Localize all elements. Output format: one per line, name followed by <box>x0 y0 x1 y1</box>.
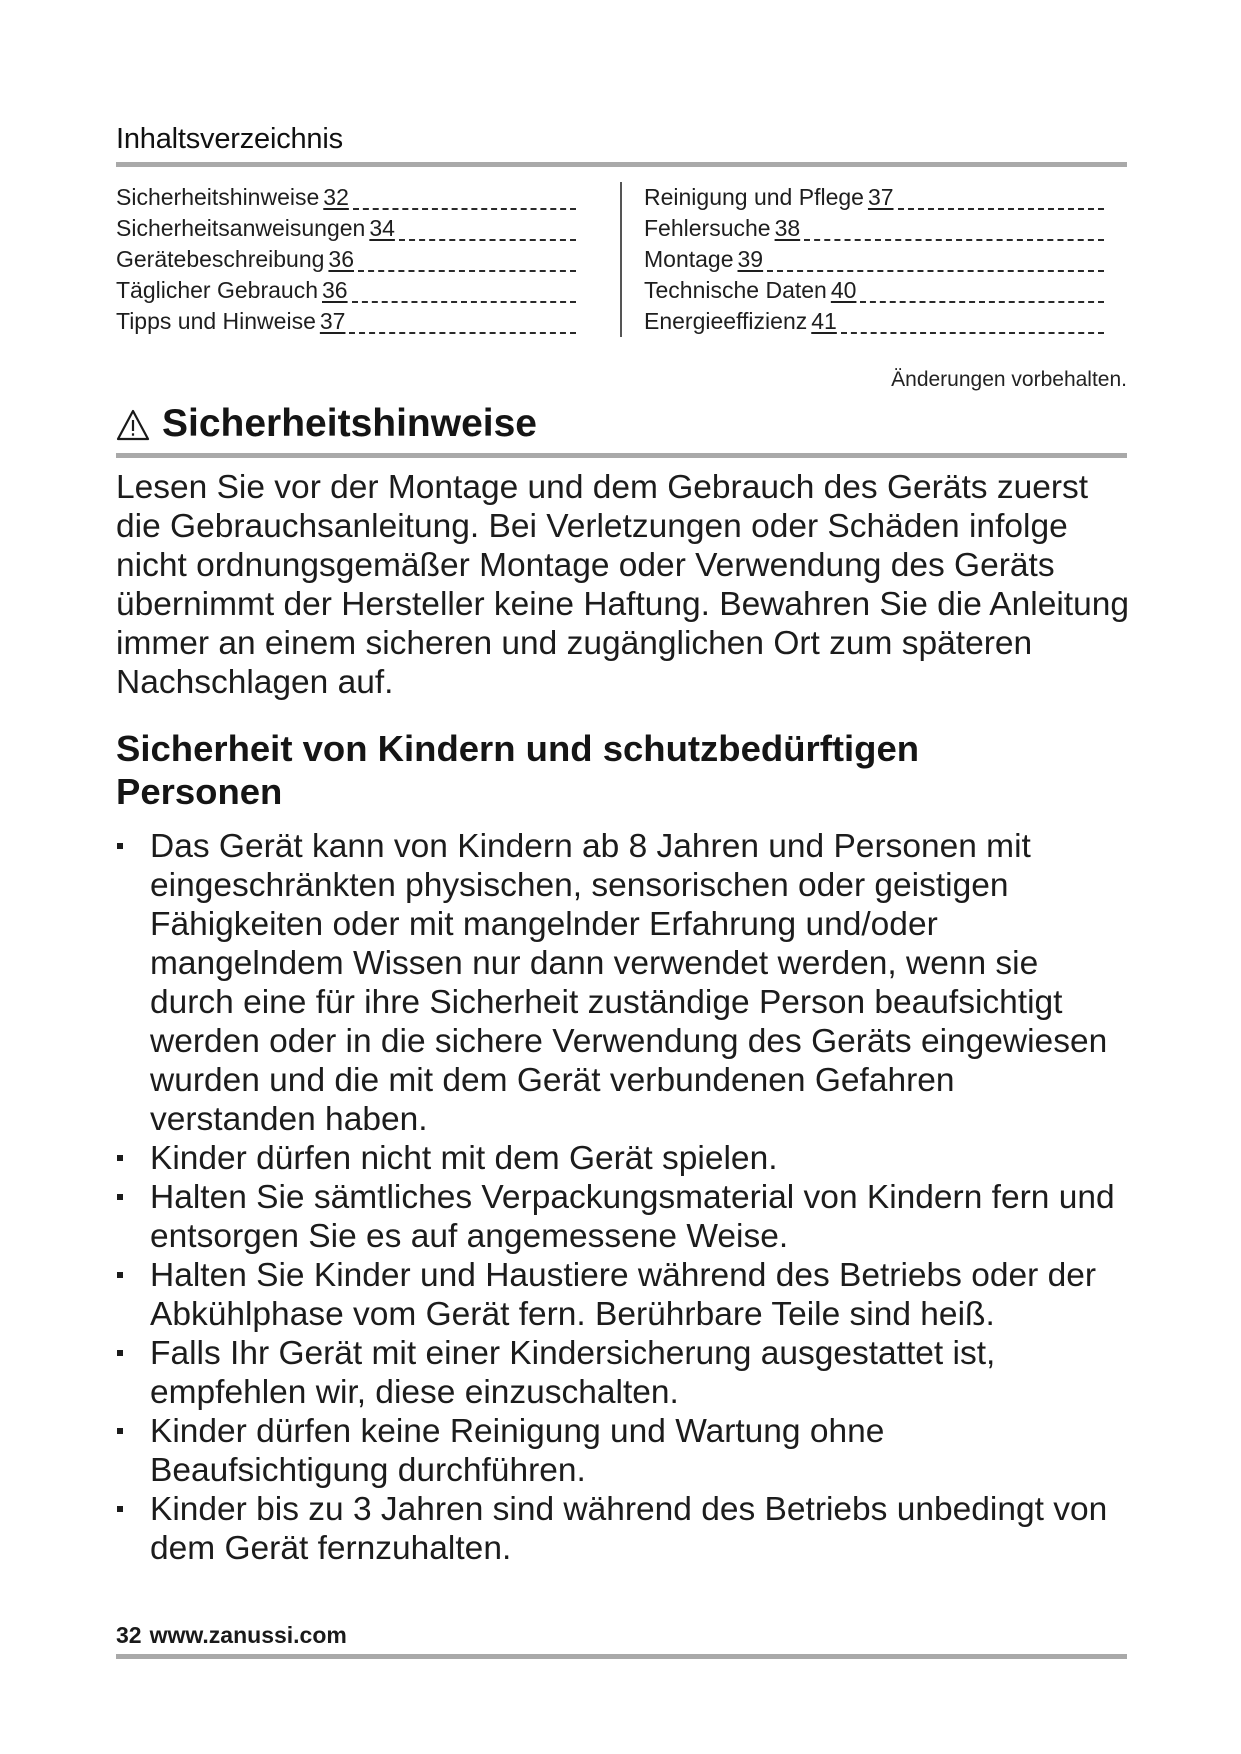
list-item-text: Kinder bis zu 3 Jahren sind während des Betriebs unbedingt von dem Gerät fernzuhalten. <box>150 1491 1108 1567</box>
subsection-title-line1: Sicherheit von Kindern und schutzbedürftigen <box>116 728 920 769</box>
list-item <box>116 1334 1127 1412</box>
toc-leader <box>349 320 576 334</box>
changes-note: Änderungen vorbehalten. <box>891 368 1127 391</box>
toc-entry[interactable] <box>644 306 1104 337</box>
bullet-marker <box>117 1155 123 1161</box>
toc-entry-label: Reinigung und Pflege <box>644 184 864 210</box>
list-item <box>116 1178 1127 1256</box>
toc-entry[interactable] <box>644 244 1104 275</box>
toc-leader <box>898 196 1104 210</box>
section-rule <box>116 453 1127 458</box>
page-number: 32 <box>116 1622 142 1648</box>
toc-rule <box>116 162 1127 167</box>
bullet-marker <box>117 1428 123 1434</box>
safety-bullet-list <box>116 827 1127 1568</box>
list-item <box>116 1139 1127 1178</box>
toc-entry-page: 34 <box>369 215 395 241</box>
toc-entry-label: Energieeffizienz <box>644 308 808 334</box>
toc-leader <box>767 258 1104 272</box>
toc-entry-label: Technische Daten <box>644 277 827 303</box>
list-item-text: Halten Sie sämtliches Verpackungsmaterial von Kindern fern und entsorgen Sie es auf angemessene Weise. <box>150 1179 1115 1255</box>
toc-entry-label: Sicherheitsanweisungen <box>116 215 366 241</box>
toc-entry[interactable] <box>644 213 1104 244</box>
toc-entry-label: Gerätebeschreibung <box>116 246 325 272</box>
toc-leader <box>352 289 576 303</box>
footer-url[interactable]: www.zanussi.com <box>149 1622 347 1648</box>
toc-entry[interactable] <box>644 182 1104 213</box>
list-item <box>116 1412 1127 1490</box>
footer-rule <box>116 1654 1127 1659</box>
toc-entry-page: 41 <box>811 308 837 334</box>
list-item-text: Falls Ihr Gerät mit einer Kindersicherung ausgestattet ist, empfehlen wir, diese einzuschalten. <box>150 1335 996 1411</box>
toc-leader <box>399 227 576 241</box>
toc-entry-label: Sicherheitshinweise <box>116 184 320 210</box>
list-item <box>116 827 1127 1139</box>
toc-entry-page: 38 <box>774 215 801 241</box>
bullet-marker <box>117 1194 123 1200</box>
document-page <box>116 0 1127 1754</box>
toc-entry-label: Montage <box>644 246 734 272</box>
bullet-marker <box>117 1506 123 1512</box>
list-item-text: Kinder dürfen keine Reinigung und Wartung ohne Beaufsichtigung durchführen. <box>150 1413 885 1489</box>
subsection-heading <box>116 727 1116 813</box>
toc-entry-page: 36 <box>322 277 348 303</box>
toc-entry[interactable] <box>116 213 576 244</box>
page-footer <box>116 1621 347 1649</box>
toc-leader <box>804 227 1104 241</box>
toc-entry[interactable] <box>116 275 576 306</box>
bullet-marker <box>117 1350 123 1356</box>
bullet-marker <box>117 843 123 849</box>
list-item-text: Halten Sie Kinder und Haustiere während des Betriebs oder der Abkühlphase vom Gerät fern. Berührbare Teile sind heiß. <box>150 1257 1096 1333</box>
toc-entry-label: Tipps und Hinweise <box>116 308 316 334</box>
bullet-marker <box>117 1272 123 1278</box>
toc-entry-page: 37 <box>319 308 346 334</box>
toc-entry-page: 32 <box>323 184 349 210</box>
toc-entry-page: 40 <box>830 277 857 303</box>
section-heading <box>116 400 537 448</box>
toc-leader <box>358 258 576 272</box>
toc-entry[interactable] <box>644 275 1104 306</box>
toc-leader <box>353 196 576 210</box>
toc-leader <box>841 320 1104 334</box>
toc-column-left <box>116 182 576 337</box>
toc-entry[interactable] <box>116 244 576 275</box>
table-of-contents <box>116 182 1127 337</box>
list-item <box>116 1256 1127 1334</box>
toc-entry-label: Täglicher Gebrauch <box>116 277 318 303</box>
toc-leader <box>860 289 1104 303</box>
intro-paragraph: Lesen Sie vor der Montage und dem Gebrauch des Geräts zuerst die Gebrauchsanleitung. Bei Verletzungen oder Schäden infolge nicht ordnungsgemäßer Montage oder Verwendung des Geräts übernimmt der Hersteller keine Haftung. Bewahren Sie die Anleitung immer an einem sicheren und zugänglichen Ort zum späteren Nachschlagen auf. <box>116 469 1129 701</box>
list-item <box>116 1490 1127 1568</box>
toc-entry-label: Fehlersuche <box>644 215 771 241</box>
toc-entry-page: 36 <box>328 246 355 272</box>
toc-column-divider <box>620 182 622 337</box>
warning-triangle-icon <box>116 409 150 441</box>
list-item-text: Kinder dürfen nicht mit dem Gerät spielen. <box>150 1140 778 1177</box>
subsection-title-line2: Personen <box>116 771 283 812</box>
toc-entry[interactable] <box>116 182 576 213</box>
section-title: Sicherheitshinweise <box>162 402 537 445</box>
toc-column-right <box>644 182 1104 337</box>
toc-title: Inhaltsverzeichnis <box>116 123 343 155</box>
list-item-text: Das Gerät kann von Kindern ab 8 Jahren und Personen mit eingeschränkten physischen, sensorischen oder geistigen Fähigkeiten oder mit mangelnder Erfahrung und/oder mangelndem Wissen nur dann verwendet werden, wenn sie durch eine für ihre Sicherheit zuständige Person beaufsichtigt werden oder in die sichere Verwendung des Geräts eingewiesen wurden und die mit dem Gerät verbundenen Gefahren verstanden haben. <box>150 828 1108 1138</box>
toc-entry-page: 39 <box>737 246 764 272</box>
toc-entry[interactable] <box>116 306 576 337</box>
toc-entry-page: 37 <box>867 184 894 210</box>
